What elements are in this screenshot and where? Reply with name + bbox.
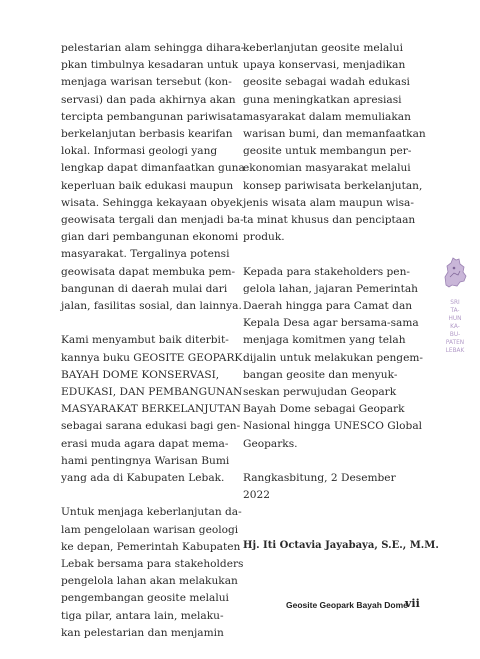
text-line: kan pelestarian dan menjamin — [61, 626, 224, 639]
text-line: pengelola lahan akan melakukan — [61, 575, 238, 588]
text-line: konsep pariwisata berkelanjutan, — [243, 179, 423, 192]
text-line: servasi) dan pada akhirnya akan — [61, 93, 236, 106]
side-tab-label-line: PATEN — [445, 340, 465, 346]
text-line: upaya konservasi, menjadikan — [243, 59, 406, 72]
text-line: keberlanjutan geosite melalui — [243, 42, 403, 54]
text-line: geosite sebagai wadah edukasi — [243, 76, 410, 89]
text-line: gian dari pembangunan ekonomi — [61, 231, 239, 244]
text-line: geowisata tergali dan menjadi ba- — [61, 214, 244, 227]
text-line: wisata. Sehingga kekayaan obyek — [61, 196, 243, 209]
text-line: kannya buku GEOSITE GEOPARK — [61, 351, 243, 364]
paragraph — [243, 264, 423, 453]
text-line: jenis wisata alam maupun wisa- — [243, 196, 414, 209]
text-line: Kepala Desa agar bersama-sama — [243, 317, 419, 330]
text-line: Untuk menjaga keberlanjutan da- — [61, 506, 242, 519]
text-line: gelola lahan, jajaran Pemerintah — [243, 282, 418, 295]
text-line: geosite untuk membangun per- — [243, 145, 412, 158]
regency-map-icon — [442, 255, 468, 289]
text-line: masyarakat. Tergalinya potensi — [61, 248, 230, 261]
paragraph — [61, 332, 243, 487]
text-line: hami pentingnya Warisan Bumi — [61, 454, 230, 467]
text-line: seskan perwujudan Geopark — [243, 386, 397, 399]
side-tab-label — [440, 299, 470, 355]
text-line: lengkap dapat dimanfaatkan guna — [61, 162, 245, 175]
text-line: tiga pilar, antara lain, melaku- — [61, 609, 224, 622]
text-line: geowisata dapat membuka pem- — [61, 265, 236, 278]
text-line: ta minat khusus dan penciptaan — [243, 214, 416, 227]
side-tab-label-line: SRI — [450, 300, 460, 306]
side-tab-label-line: KA- — [450, 324, 460, 330]
text-line: jalan, fasilitas sosial, dan lainnya. — [61, 300, 242, 313]
text-line: MASYARAKAT BERKELANJUTAN — [61, 403, 241, 416]
text-line: Daerah hingga para Camat dan — [243, 300, 413, 313]
paragraph — [61, 40, 245, 315]
text-line: bangunan di daerah mulai dari — [61, 282, 228, 295]
text-line: bangan geosite dan menyuk- — [243, 368, 398, 381]
text-line: sebagai sarana edukasi bagi gen- — [61, 420, 241, 433]
text-line: pengembangan geosite melalui — [61, 592, 229, 605]
text-line: EDUKASI, DAN PEMBANGUNAN — [61, 386, 243, 399]
text-line: masyarakat dalam memuliakan — [243, 110, 411, 123]
text-line: Bayah Dome sebagai Geopark — [243, 403, 405, 416]
text-line: warisan bumi, dan memanfaatkan — [243, 128, 426, 141]
text-line: erasi muda agara dapat mema- — [61, 437, 229, 450]
text-line: tercipta pembangunan pariwisata — [61, 110, 243, 123]
text-line: BAYAH DOME KONSERVASI, — [61, 368, 220, 381]
text-line: lam pengelolaan warisan geologi — [61, 523, 239, 536]
text-line: berkelanjutan berbasis kearifan — [61, 128, 233, 141]
text-line: menjaga warisan tersebut (kon- — [61, 76, 232, 89]
text-line: lokal. Informasi geologi yang — [61, 145, 218, 158]
left-column — [61, 40, 245, 659]
signature-name: Hj. Iti Octavia Jayabaya, S.E., M.M. — [243, 540, 439, 551]
paragraph — [243, 40, 426, 246]
text-line: yang ada di Kabupaten Lebak. — [61, 472, 225, 485]
side-tab — [440, 255, 470, 355]
text-line: Kepada para stakeholders pen- — [243, 265, 410, 278]
text-line: dijalin untuk melakukan pengem- — [243, 351, 423, 364]
text-line: Geoparks. — [243, 437, 298, 450]
text-line: keperluan baik edukasi maupun — [61, 179, 234, 192]
side-tab-label-line: HUN — [448, 316, 462, 322]
text-line: Nasional hingga UNESCO Global — [243, 420, 423, 433]
text-line: Lebak bersama para stakeholders — [61, 558, 244, 571]
text-line: menjaga komitmen yang telah — [243, 334, 406, 347]
text-line: guna meningkatkan apresiasi — [243, 93, 402, 106]
text-line: pkan timbulnya kesadaran untuk — [61, 59, 239, 72]
text-line: ke depan, Pemerintah Kabupaten — [61, 540, 241, 553]
right-column — [243, 40, 426, 522]
text-line: Kami menyambut baik diterbit- — [61, 334, 229, 347]
page-number: vii — [405, 597, 420, 610]
paragraph — [61, 504, 244, 642]
footer-book-title: Geosite Geopark Bayah Dome — [286, 600, 408, 610]
side-tab-label-line: TA- — [450, 308, 460, 314]
text-line: pelestarian alam sehingga dihara- — [61, 42, 245, 54]
text-line: ekonomian masyarakat melalui — [243, 162, 411, 175]
side-tab-label-line: BU- — [449, 332, 461, 338]
side-tab-label-line: LEBAK — [445, 348, 465, 354]
text-line: produk. — [243, 231, 285, 244]
date-line: Rangkasbitung, 2 Desember 2022 — [243, 472, 396, 502]
